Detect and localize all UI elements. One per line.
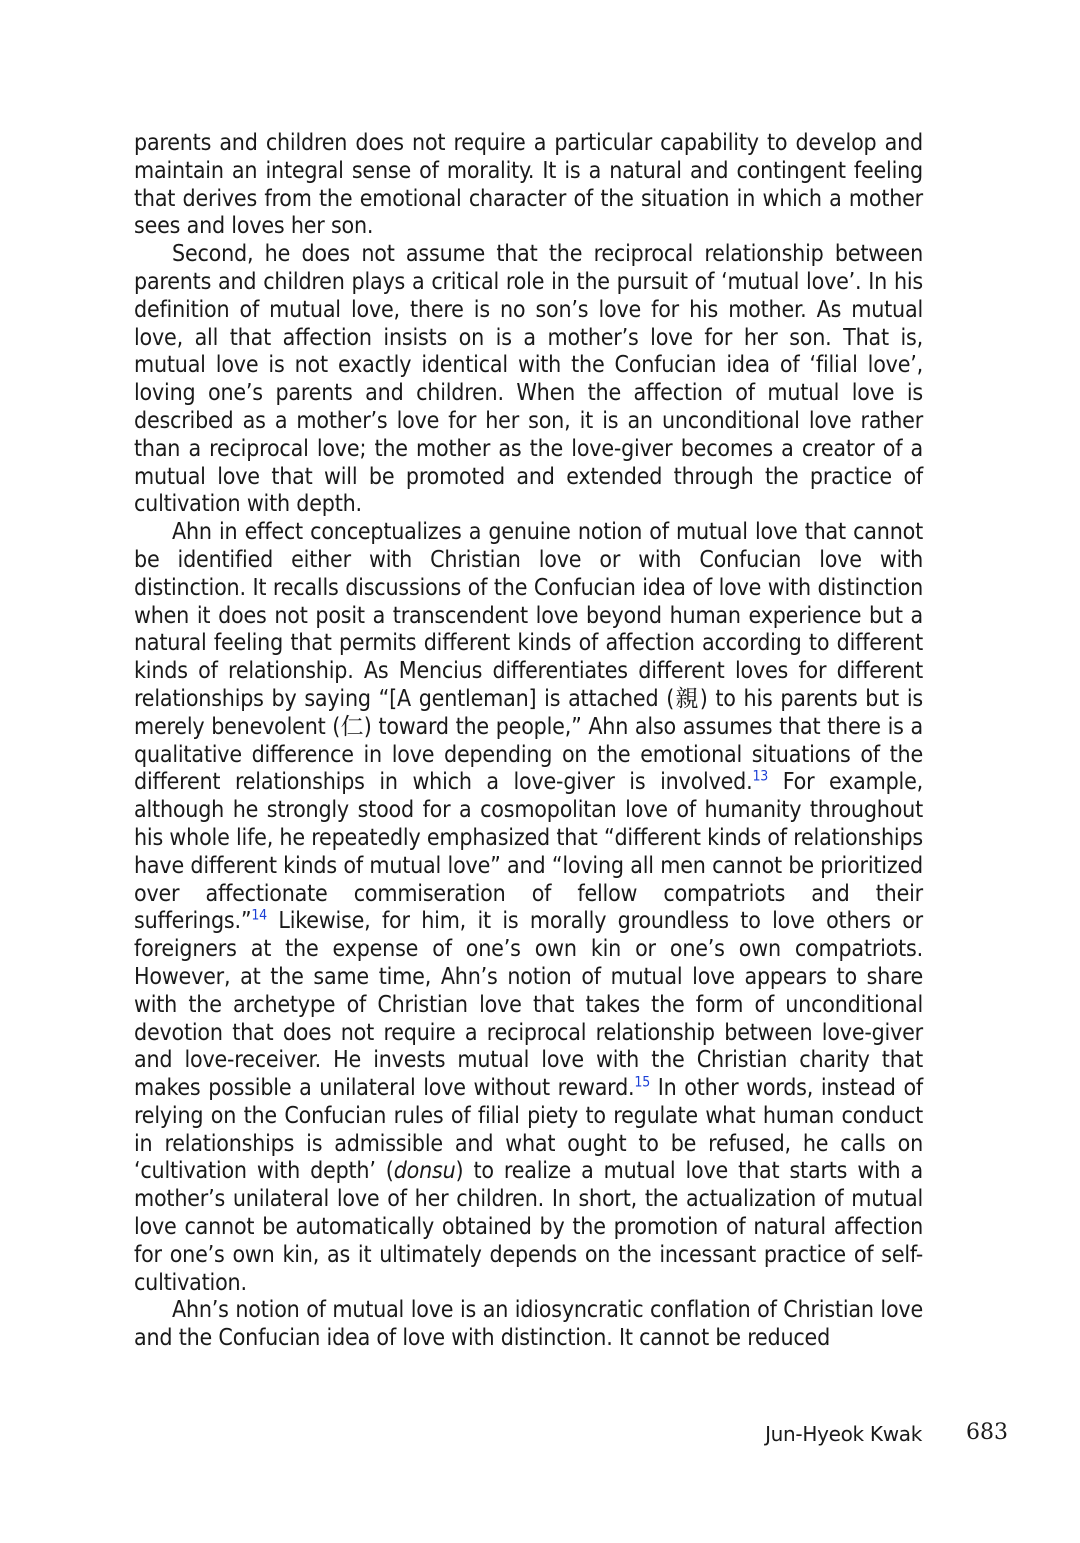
paragraph-3-part-b: For example, although he strongly stood for a cosmopolitan love of humanity throughout his whole life, he repeatedly emphasized that “different kinds of relationships have different kinds of mutual love” and “loving all men cannot be prioritized over affectionate commiseration of fellow compatriots and their sufferings.” [134,769,924,935]
running-footer-author: Jun-Hyeok Kwak [765,1422,922,1446]
paragraph-3 [134,519,923,1297]
paragraph-2: Second, he does not assume that the reciprocal relationship between parents and children plays a critical role in the pursuit of ‘mutual love’. In his definition of mutual love, there is no son’s love for his mother. As mutual love, all that affection insists on is a mother’s love for her son. That is, mutual love is not exactly identical with the Confucian idea of ‘filial love’, loving one’s parents and children. When the affection of mutual love is described as a mother’s love for her son, it is an unconditional love rather than a reciprocal love; the mother as the love-giver becomes a creator of a mutual love that will be promoted and extended through the practice of cultivation with depth. [134,241,923,518]
italic-term-donsu: donsu [393,1158,456,1185]
footnote-ref-15[interactable]: 15 [634,1074,651,1091]
paragraph-1: parents and children does not require a particular capability to develop and maintain an integral sense of morality. It is a natural and contingent feeling that derives from the emotional character of the situation in which a mother sees and loves her son. [134,130,923,240]
paragraph-4: Ahn’s notion of mutual love is an idiosyncratic conflation of Christian love and the Confucian idea of love with distinction. It cannot be reduced [134,1297,923,1352]
footnote-ref-13[interactable]: 13 [752,768,769,785]
paragraph-3-part-c: Likewise, for him, it is morally groundless to love others or foreigners at the expense of one’s own kin or one’s own compatriots. However, at the same time, Ahn’s notion of mutual love appears to share with the archetype of Christian love that takes the form of unconditional devotion that does not require a reciprocal relationship between love-giver and love-receiver. He invests mutual love with the Christian charity that makes possible a unilateral love without reward. [134,908,923,1102]
paragraph-3-part-a: Ahn in effect conceptualizes a genuine notion of mutual love that cannot be identified either with Christian love or with Confucian love with distinction. It recalls discussions of the Confucian idea of love with distinction when it does not posit a transcendent love beyond human experience but a natural feeling that permits different kinds of affection according to different kinds of relationship. As Mencius differentiates different loves for different relationships by saying “[A gentleman] is attached (親) to his parents but is merely benevolent (仁) toward the people,” Ahn also assumes that there is a qualitative difference in love depending on the emotional situations of the different relationships in which a love-giver is involved. [134,519,923,796]
paragraph-3-part-e: ) to realize a mutual love that starts with a mother’s unilateral love of her children. In short, the actualization of mutual love cannot be automatically obtained by the promotion of natural affection for one’s own kin, as it ultimately depends on the incessant practice of self-cultivation. [134,1158,923,1296]
article-body [134,130,923,1353]
paragraph-3-part-d: In other words, instead of relying on the Confucian rules of filial piety to regulate what human conduct in relationships is admissible and what ought to be refused, he calls on ‘cultivation with depth’ ( [134,1075,923,1185]
page-footer [0,1418,1080,1448]
footnote-ref-14[interactable]: 14 [251,907,267,924]
page-number: 683 [966,1420,1008,1445]
